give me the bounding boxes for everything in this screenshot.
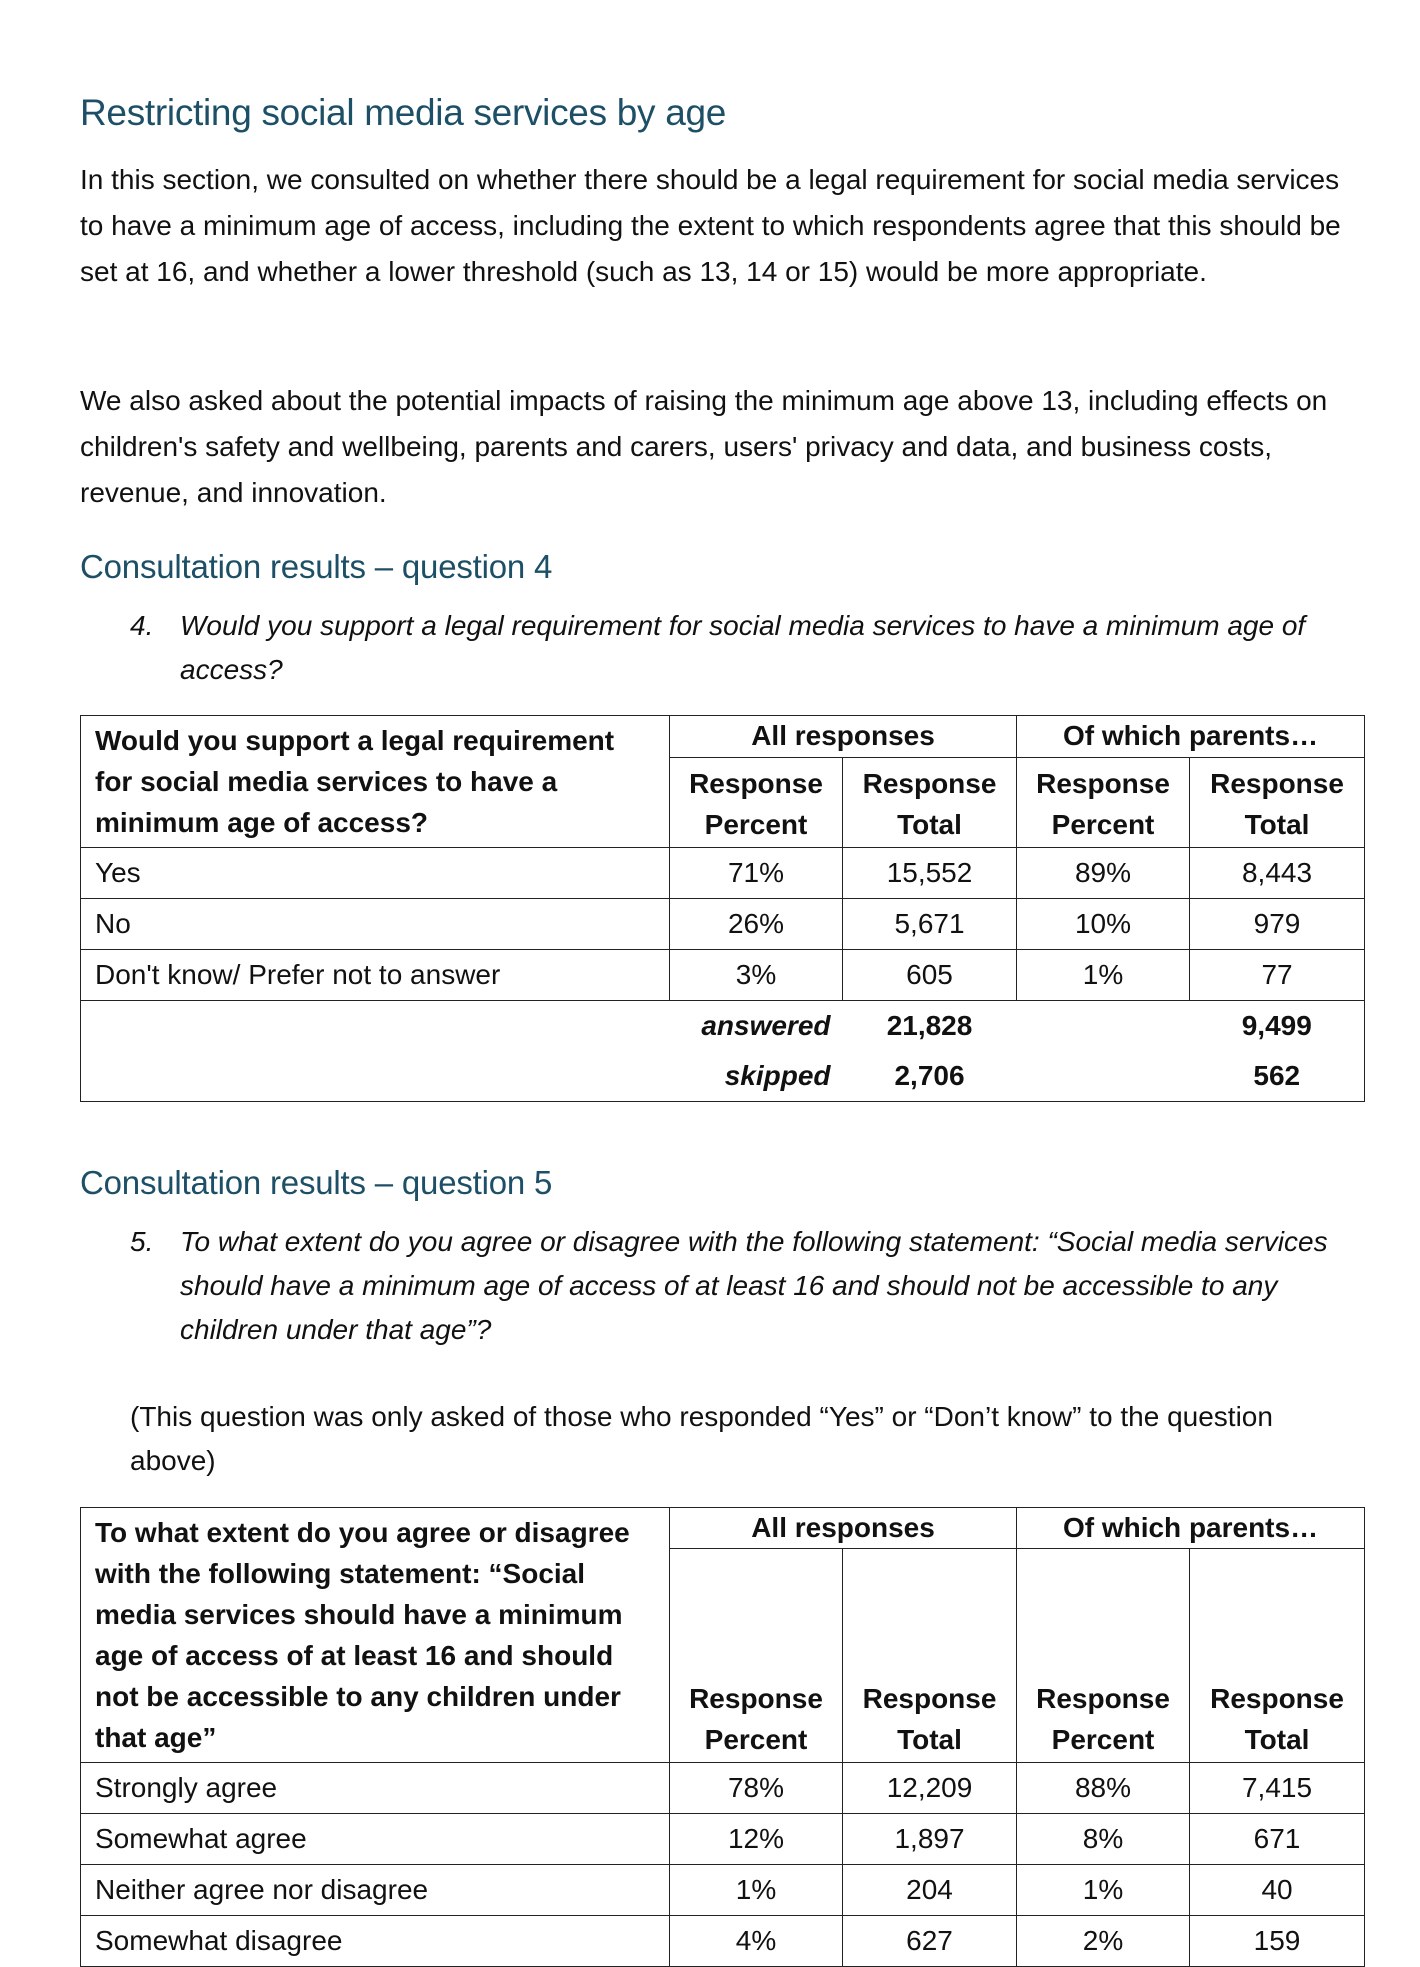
answered-row: [81, 1001, 1365, 1052]
all-total-cell: 204: [843, 1865, 1017, 1916]
q5-header-all-responses: All responses: [670, 1508, 1017, 1549]
q4-heading: Consultation results – question 4: [80, 548, 553, 585]
summary-spacer: [81, 1001, 670, 1052]
intro-paragraph-1: In this section, we consulted on whether there should be a legal requirement for social media services to have a minimum age of access, including the extent to which respondents agree that this should be set at 16, and whether a lower threshold (such as 13, 14 or 15) would be more appropriate.: [80, 164, 1341, 287]
all-total-cell: 605: [843, 950, 1017, 1001]
skipped-label: skipped: [670, 1051, 843, 1102]
all-total-cell: 15,552: [843, 848, 1017, 899]
row-label: Don't know/ Prefer not to answer: [81, 950, 670, 1001]
row-label: Neither agree nor disagree: [81, 1865, 670, 1916]
table-row: [81, 1916, 1365, 1967]
answered-parents: 9,499: [1190, 1001, 1365, 1052]
table-row: [81, 1814, 1365, 1865]
intro-paragraph-2: We also asked about the potential impacts of raising the minimum age above 13, including effects on children's safety and wellbeing, parents and carers, users' privacy and data, and business costs, revenue, and innovation.: [80, 385, 1328, 508]
q4-col-parents-percent: Response Percent: [1017, 757, 1190, 847]
skipped-all: 2,706: [843, 1051, 1017, 1102]
parents-total-cell: 40: [1190, 1865, 1365, 1916]
q4-col-parents-total: Response Total: [1190, 757, 1365, 847]
q5-col-all-percent: Response Percent: [670, 1548, 843, 1762]
q5-col-all-total: Response Total: [843, 1548, 1017, 1762]
parents-percent-cell: 88%: [1017, 1763, 1190, 1814]
table-row: [81, 899, 1365, 950]
parents-total-cell: 671: [1190, 1814, 1365, 1865]
parents-total-cell: 979: [1190, 899, 1365, 950]
q5-question-number: 5.: [130, 1226, 154, 1257]
q4-question-text: Would you support a legal requirement for social media services to have a minimum age of access?: [180, 610, 1306, 685]
all-percent-cell: 78%: [670, 1763, 843, 1814]
all-percent-cell: 26%: [670, 899, 843, 950]
summary-spacer: [81, 1051, 670, 1102]
all-total-cell: 627: [843, 1916, 1017, 1967]
q5-question: [130, 1220, 1340, 1352]
answered-all: 21,828: [843, 1001, 1017, 1052]
all-percent-cell: 1%: [670, 1865, 843, 1916]
parents-percent-cell: 8%: [1017, 1814, 1190, 1865]
summary-spacer: [1017, 1001, 1190, 1052]
parents-percent-cell: 2%: [1017, 1916, 1190, 1967]
all-total-cell: 5,671: [843, 899, 1017, 950]
parents-total-cell: 8,443: [1190, 848, 1365, 899]
q4-header-parents: Of which parents…: [1017, 716, 1365, 758]
all-percent-cell: 4%: [670, 1916, 843, 1967]
parents-total-cell: 77: [1190, 950, 1365, 1001]
q4-question-number: 4.: [130, 610, 154, 641]
q5-heading: Consultation results – question 5: [80, 1164, 553, 1201]
parents-total-cell: 7,415: [1190, 1763, 1365, 1814]
q4-col-all-total: Response Total: [843, 757, 1017, 847]
parents-total-cell: 159: [1190, 1916, 1365, 1967]
q5-header-question: To what extent do you agree or disagree with the following statement: “Social media services should have a minimum age of access of at least 16 and should not be accessible to any children under that age”: [81, 1508, 670, 1763]
summary-spacer: [1017, 1051, 1190, 1102]
q5-header-parents: Of which parents…: [1017, 1508, 1365, 1549]
skipped-parents: 562: [1190, 1051, 1365, 1102]
all-percent-cell: 3%: [670, 950, 843, 1001]
q4-results-table: [80, 715, 1365, 1102]
parents-percent-cell: 1%: [1017, 1865, 1190, 1916]
row-label: Strongly agree: [81, 1763, 670, 1814]
q4-col-all-percent: Response Percent: [670, 757, 843, 847]
all-percent-cell: 12%: [670, 1814, 843, 1865]
q4-header-all-responses: All responses: [670, 716, 1017, 758]
row-label: Somewhat disagree: [81, 1916, 670, 1967]
table-row: [81, 1865, 1365, 1916]
table-row: [81, 1763, 1365, 1814]
q4-question: [130, 604, 1340, 692]
all-total-cell: 12,209: [843, 1763, 1017, 1814]
q5-col-parents-percent: Response Percent: [1017, 1548, 1190, 1762]
parents-percent-cell: 1%: [1017, 950, 1190, 1001]
q5-results-table: [80, 1507, 1365, 1967]
q5-question-text: To what extent do you agree or disagree with the following statement: “Social media services should have a minimum age of access of at least 16 and should not be accessible to any children under that age”?: [180, 1226, 1328, 1345]
skipped-row: [81, 1051, 1365, 1102]
q5-col-parents-total: Response Total: [1190, 1548, 1365, 1762]
table-row: [81, 950, 1365, 1001]
all-percent-cell: 71%: [670, 848, 843, 899]
table-row: [81, 848, 1365, 899]
answered-label: answered: [670, 1001, 843, 1052]
row-label: Yes: [81, 848, 670, 899]
q4-header-question: Would you support a legal requirement for social media services to have a minimum age of access?: [81, 716, 670, 848]
section-title: Restricting social media services by age: [80, 92, 727, 133]
q5-note: (This question was only asked of those who responded “Yes” or “Don’t know” to the question above): [130, 1401, 1273, 1476]
row-label: Somewhat agree: [81, 1814, 670, 1865]
parents-percent-cell: 89%: [1017, 848, 1190, 899]
parents-percent-cell: 10%: [1017, 899, 1190, 950]
row-label: No: [81, 899, 670, 950]
all-total-cell: 1,897: [843, 1814, 1017, 1865]
